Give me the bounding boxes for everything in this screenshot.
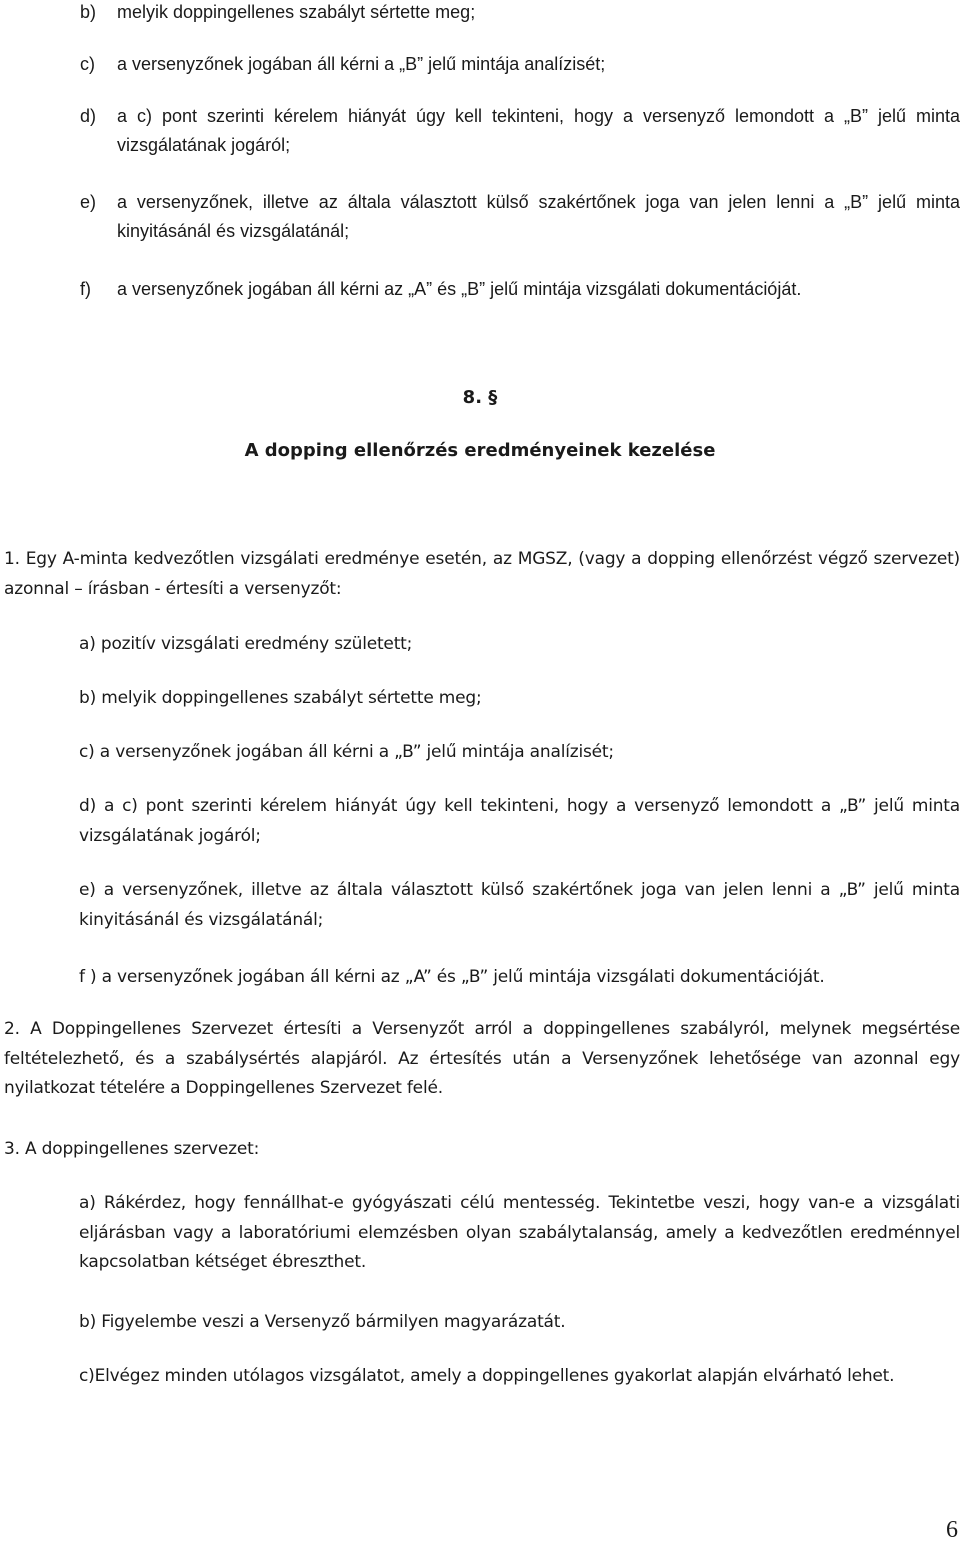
sub-item: a) pozitív vizsgálati eredmény született; (79, 634, 413, 654)
sub-item: d) a c) pont szerinti kérelem hiányát úgy kell tekinteni, hogy a versenyző lemondott a „B” jelű minta vizsgálatának jogáról; (79, 796, 960, 846)
paragraph-1: 1. Egy A-minta kedvezőtlen vizsgálati eredménye esetén, az MGSZ, (vagy a dopping ellenőrzést végző szervezet) azonnal – írásban - értesíti a versenyzőt: (4, 549, 960, 599)
paragraph-2: 2. A Doppingellenes Szervezet értesíti a Versenyzőt arról a doppingellenes szabályról, melynek megsértése feltételezhető, és a szabálysértés alapjáról. Az értesítés után a Versenyzőnek lehetősége van azonnal egy nyilatkozat tételére a Doppingellenes Szervezet felé. (4, 1019, 960, 1098)
list-item-label: d) (80, 106, 97, 126)
section-title: A dopping ellenőrzés eredményeinek kezelése (244, 440, 716, 461)
paragraph-3: 3. A doppingellenes szervezet: (4, 1139, 260, 1159)
sub-item: a) Rákérdez, hogy fennállhat-e gyógyászati célú mentesség. Tekintetbe veszi, hogy van-e a vizsgálati eljárásban vagy a laboratóriumi elemzésben olyan szabálytalanság, amely a kedvezőtlen eredménnyel kapcsolatban kétséget ébreszthet. (79, 1193, 960, 1272)
list-item-text: a c) pont szerinti kérelem hiányát úgy kell tekinteni, hogy a versenyző lemondott a „B” jelű minta vizsgálatának jogáról; (117, 106, 960, 155)
list-item-label: b) (80, 2, 97, 22)
list-item (80, 50, 605, 79)
sub-item: f ) a versenyzőnek jogában áll kérni az „A” és „B” jelű mintája vizsgálati dokumentációját. (79, 967, 825, 987)
list-item-label: e) (80, 192, 97, 212)
list-item-label: c) (80, 54, 95, 74)
sub-item: c)Elvégez minden utólagos vizsgálatot, amely a doppingellenes gyakorlat alapján elvárható lehet. (79, 1366, 895, 1386)
list-item (80, 275, 801, 304)
sub-item: e) a versenyzőnek, illetve az általa választott külső szakértőnek joga van jelen lenni a „B” jelű minta kinyitásánál és vizsgálatánál; (79, 880, 960, 930)
list-item-text: a versenyzőnek jogában áll kérni a „B” jelű mintája analízisét; (117, 54, 606, 74)
section-number: 8. § (462, 387, 498, 408)
list-item (80, 0, 475, 27)
sub-item: c) a versenyzőnek jogában áll kérni a „B” jelű mintája analízisét; (79, 742, 614, 762)
list-item (80, 188, 960, 246)
sub-item: b) melyik doppingellenes szabályt sértette meg; (79, 688, 482, 708)
list-item-text: a versenyzőnek jogában áll kérni az „A” és „B” jelű mintája vizsgálati dokumentációját. (117, 279, 802, 299)
list-item-label: f) (80, 279, 91, 299)
list-item-text: a versenyzőnek, illetve az általa választott külső szakértőnek joga van jelen lenni a „B” jelű minta kinyitásánál és vizsgálatánál; (117, 192, 960, 241)
list-item (80, 102, 960, 160)
page-number: 6 (946, 1517, 958, 1543)
list-item-text: melyik doppingellenes szabályt sértette meg; (117, 2, 476, 22)
sub-item: b) Figyelembe veszi a Versenyző bármilyen magyarázatát. (79, 1312, 566, 1332)
